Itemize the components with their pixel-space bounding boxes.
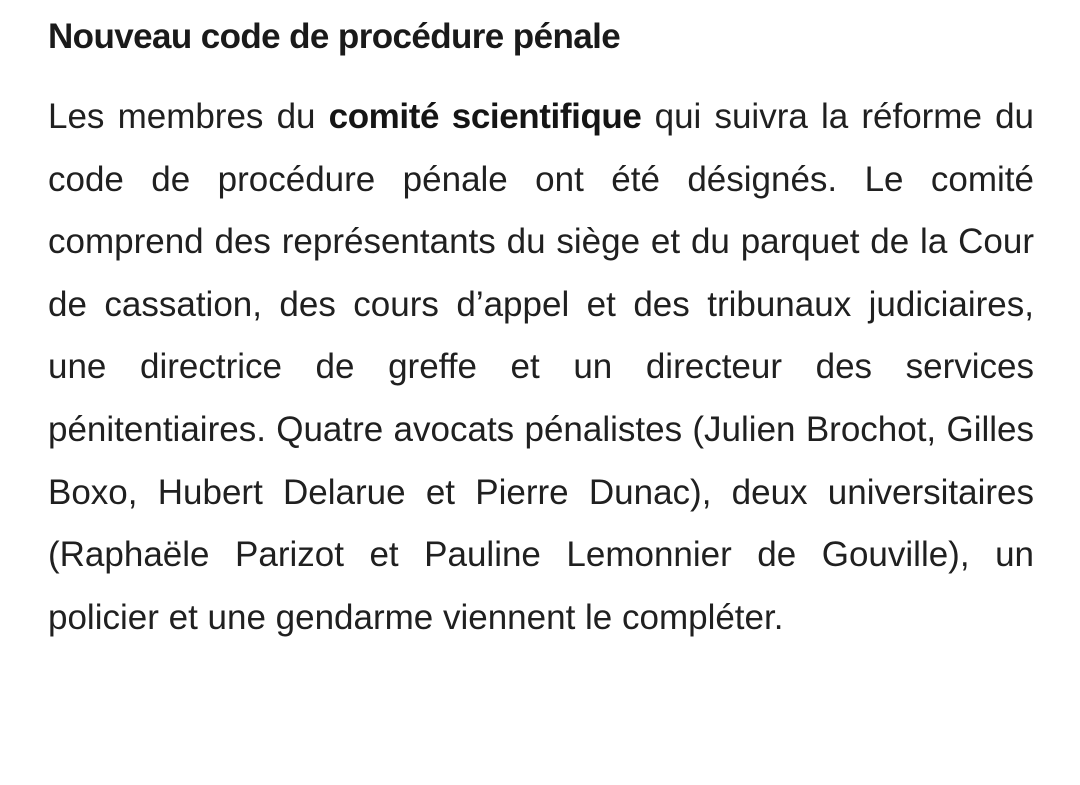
article-paragraph — [48, 86, 1034, 649]
article-title: Nouveau code de procédure pénale — [48, 17, 621, 56]
paragraph-rest: qui suivra la réforme du code de procédure pénale ont été désignés. Le comité comprend des représentants du siège et du parquet de la Cour de cassation, des cours d’appel et des tribunaux judiciaires, une directrice de greffe et un directeur des services pénitentiaires. Quatre avocats pénalistes (Julien Brochot, Gilles Boxo, Hubert Delarue et Pierre Dunac), deux universitaires (Raphaële Parizot et Pauline Lemonnier de Gouville), un policier et une gendarme viennent le compléter. — [48, 97, 1034, 637]
article — [48, 10, 1034, 649]
paragraph-intro: Les membres du — [48, 97, 329, 136]
paragraph-emphasis: comité scientifique — [328, 97, 642, 136]
